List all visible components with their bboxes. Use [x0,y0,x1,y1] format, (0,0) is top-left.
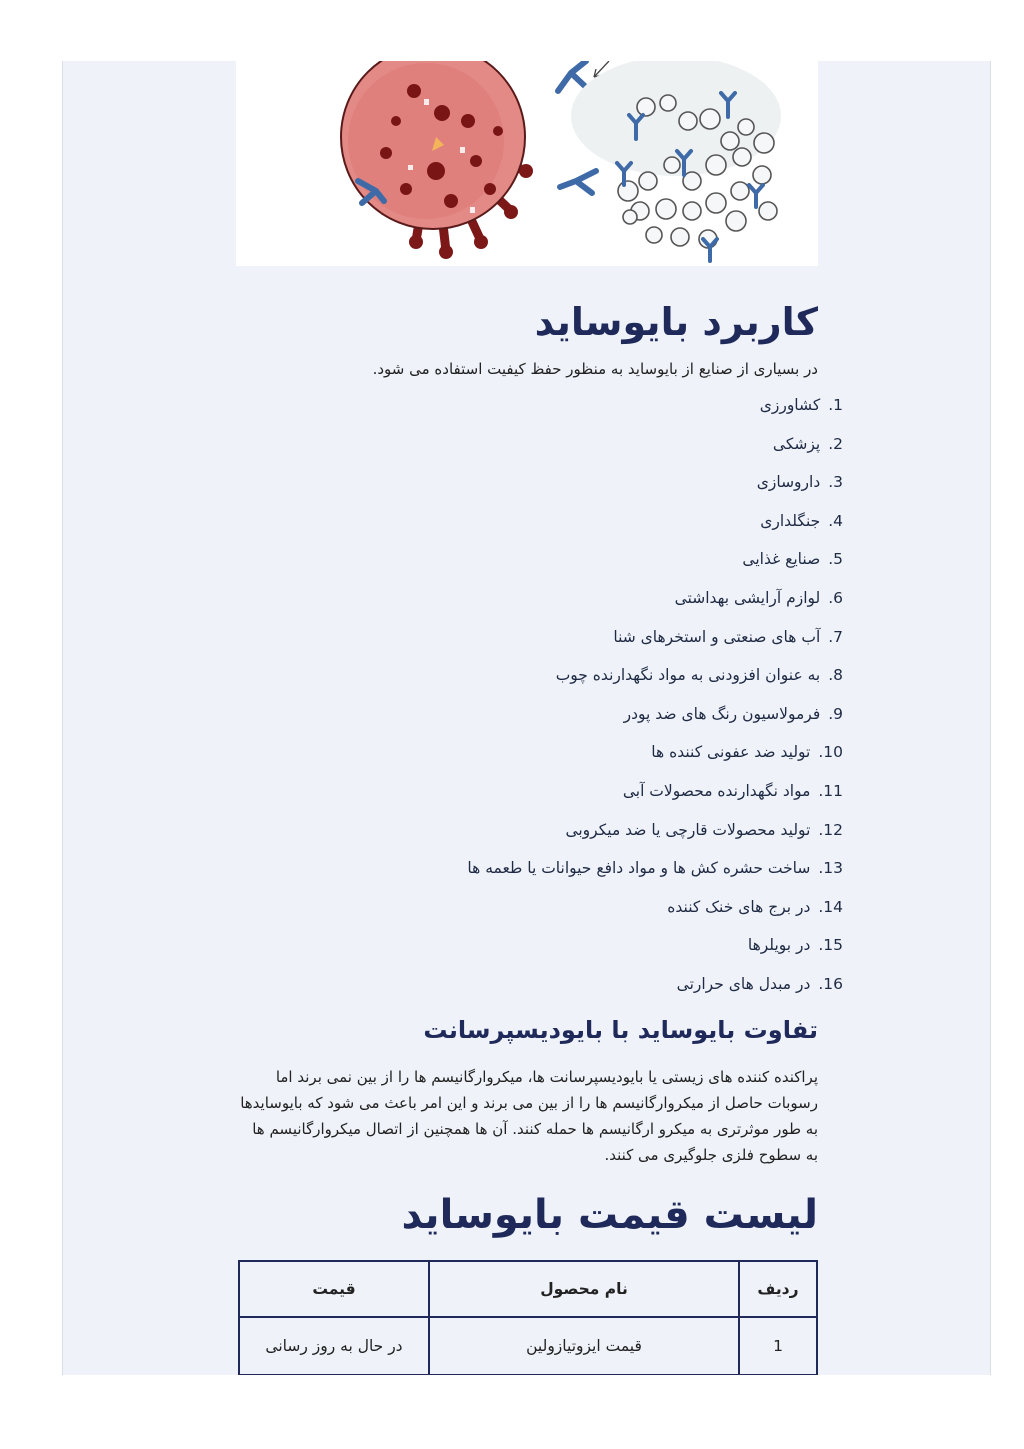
list-item [236,934,843,973]
list-item [236,394,843,433]
list-item [236,703,843,742]
difference-title: تفاوت بایوساید با بایودیسپرسانت [423,1015,818,1044]
list-text: در بویلرها [747,936,811,955]
list-number: 7. [828,627,843,646]
list-item [236,973,843,1012]
list-text: کشاورزی [759,396,821,414]
price-list-title: لیست قیمت بایوساید [401,1191,818,1238]
uses-list [236,394,843,1012]
list-number: 2. [828,434,843,453]
list-item [236,587,843,626]
virus-antibody-illustration [236,61,818,266]
list-item [236,471,843,510]
cell-row-number: 1 [739,1317,817,1375]
list-text: در مبدل های حرارتی [676,974,811,993]
list-item [236,664,843,703]
list-number: 15. [818,936,843,955]
list-text: تولید محصولات قارچی یا ضد میکروبی [565,820,811,839]
list-number: 8. [828,666,843,685]
list-number: 13. [818,859,843,878]
list-text: مواد نگهدارنده محصولات آبی [622,781,811,800]
list-number: 14. [818,897,843,916]
table-header-row [239,1261,817,1317]
list-item [236,741,843,780]
list-item [236,510,843,549]
list-number: 4. [828,511,843,530]
list-number: 1. [828,396,843,414]
header-product-name: نام محصول [429,1261,739,1317]
list-number: 10. [818,743,843,762]
list-text: در برج های خنک کننده [667,897,811,916]
header-row-number: ردیف [739,1261,817,1317]
list-item [236,819,843,858]
list-text: به عنوان افزودنی به مواد نگهدارنده چوب [555,666,821,685]
list-text: تولید ضد عفونی کننده ها [651,743,811,762]
list-text: فرمولاسیون رنگ های ضد پودر [623,704,821,723]
list-item [236,433,843,472]
table-row [239,1317,817,1375]
cell-product-name: قیمت ایزوتیازولین [429,1317,739,1375]
list-item [236,780,843,819]
list-text: صنایع غذایی [742,550,821,569]
list-number: 11. [818,781,843,800]
list-item [236,626,843,665]
list-text: پزشکی [772,434,821,453]
difference-paragraph: پراکنده کننده های زیستی یا بایودیسپرسانت ها، میکروارگانیسم ها را از بین نمی برند اما رسوبات حاصل از میکروارگانیسم ها را از بین می برند و این امر باعث می شود که بایوسایدها به طور موثرتری به میکرو ارگانیسم ها حمله کنند. آن ها همچنین از اتصال میکروارگانیسم ها به سطوح فلزی جلوگیری می کنند. [240,1067,818,1164]
list-item [236,896,843,935]
price-table [238,1260,818,1376]
list-number: 3. [828,473,843,492]
uses-intro: در بسیاری از صنایع از بایوساید به منظور حفظ کیفیت استفاده می شود. [372,360,818,378]
article-content [236,61,843,1375]
list-text: ساخت حشره کش ها و مواد دافع حیوانات یا طعمه ها [467,859,811,878]
article-page [62,61,991,1375]
list-number: 16. [818,974,843,993]
list-text: داروسازی [756,473,821,492]
list-item [236,548,843,587]
list-text: لوازم آرایشی بهداشتی [674,588,821,607]
cell-price: در حال به روز رسانی [239,1317,429,1375]
list-number: 5. [828,550,843,569]
list-text: آب های صنعتی و استخرهای شنا [613,627,821,646]
list-number: 12. [818,820,843,839]
header-price: قیمت [239,1261,429,1317]
illustration-svg [236,61,818,266]
list-text: جنگلداری [760,511,821,530]
uses-title: کاربرد بایوساید [534,300,818,344]
list-item [236,857,843,896]
list-number: 6. [828,588,843,607]
list-number: 9. [828,704,843,723]
